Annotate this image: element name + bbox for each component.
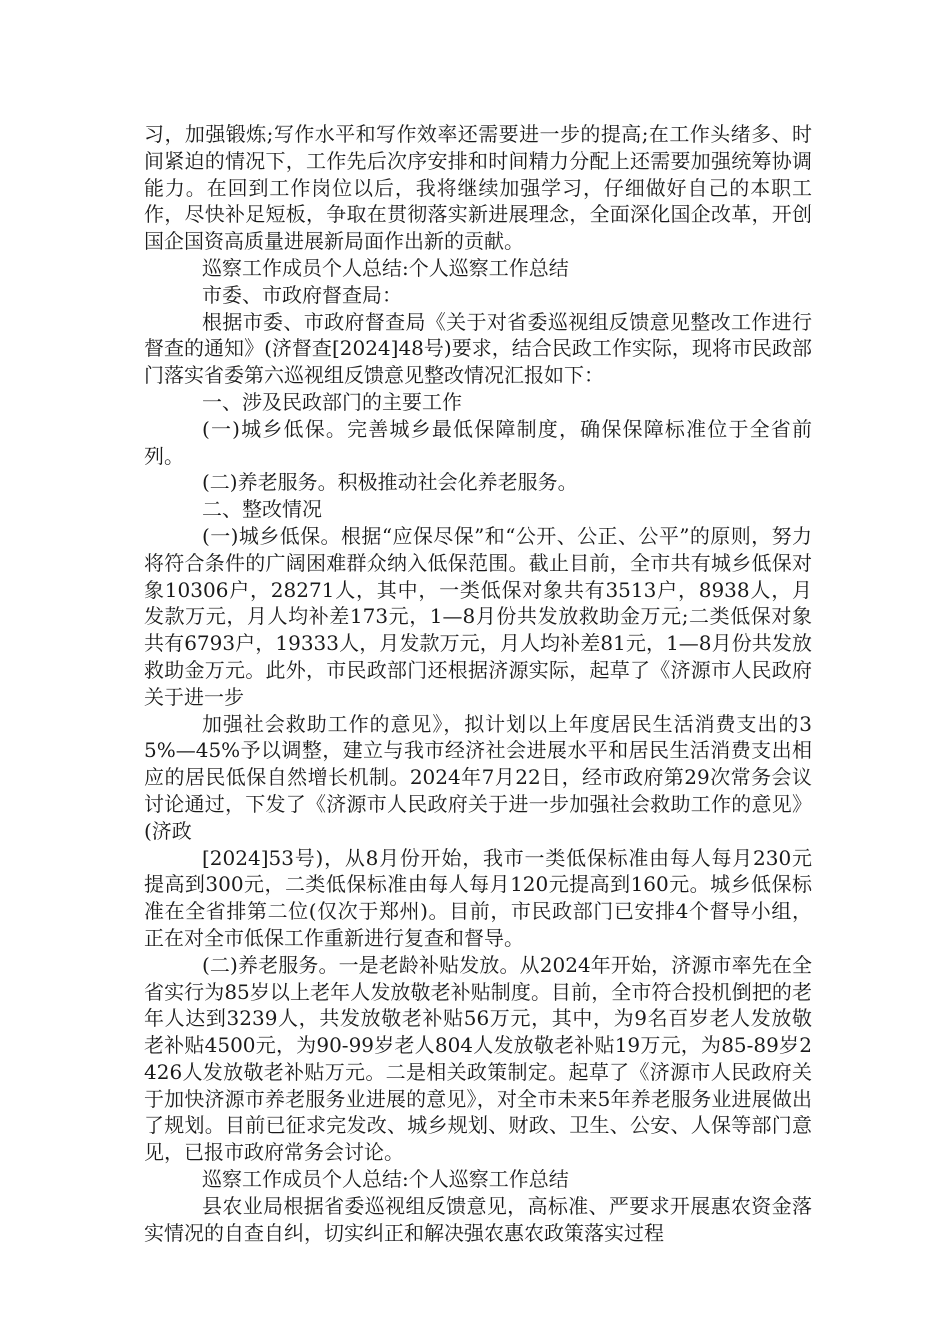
paragraph-elderly-service: (二)养老服务。积极推动社会化养老服务。 <box>202 470 578 495</box>
paragraph-standard-increase: [2024]53号)，从8月份开始，我市一类低保标准由每人每月230元提高到300元，二类低保标准由每人每月120元提高到160元。城乡低保标准在全省排第二位(仅次于郑州)。目前，市民政部门已安排4个督导小组，正在对全市低保工作重新进行复查和督导。 <box>144 845 812 950</box>
section-heading-rectification: 二、整改情况 <box>202 497 322 522</box>
section-heading-inspection-summary-2: 巡察工作成员个人总结:个人巡察工作总结 <box>202 1167 569 1192</box>
paragraph-social-assistance: 加强社会救助工作的意见》，拟计划以上年度居民生活消费支出的35%—45%予以调整，建立与我市经济社会进展水平和居民生活消费支出相应的居民低保自然增长机制。2024年7月22日，经市政府第29次常务会议讨论通过，下发了《济源市人民政府关于进一步加强社会救助工作的意见》(济政 <box>144 711 812 843</box>
paragraph-continuation: 习，加强锻炼;写作水平和写作效率还需要进一步的提高;在工作头绪多、时间紧迫的情况下，工作先后次序安排和时间精力分配上还需要加强统筹协调能力。在回到工作岗位以后，我将继续加强学习，仔细做好自己的本职工作，尽快补足短板，争取在贯彻落实新进展理念，全面深化国企改革，开创国企国资高质量进展新局面作出新的贡献。 <box>144 122 812 254</box>
paragraph-agriculture-bureau: 县农业局根据省委巡视组反馈意见，高标准、严要求开展惠农资金落实情况的自查自纠，切实纠正和解决强农惠农政策落实过程 <box>144 1193 812 1245</box>
letter-addressee: 市委、市政府督查局： <box>202 282 402 307</box>
section-heading-main-work: 一、涉及民政部门的主要工作 <box>202 389 462 414</box>
paragraph-intro: 根据市委、市政府督查局《关于对省委巡视组反馈意见整改工作进行督查的通知》(济督查[2024]48号)要求，结合民政工作实际，现将市民政部门落实省委第六巡视组反馈意见整改情况汇报如下： <box>144 309 812 388</box>
document-page <box>144 121 812 1246</box>
section-heading-inspection-summary: 巡察工作成员个人总结:个人巡察工作总结 <box>202 255 569 280</box>
paragraph-rectification-low-income: (一)城乡低保。根据“应保尽保”和“公开、公正、公平”的原则，努力将符合条件的广阔困难群众纳入低保范围。截止目前，全市共有城乡低保对象10306户，28271人，其中，一类低保对象共有3513户，8938人，月发款万元，月人均补差173元，1—8月份共发放救助金万元;二类低保对象共有6793户，19333人，月发款万元，月人均补差81元，1—8月份共发放救助金万元。此外，市民政部门还根据济源实际，起草了《济源市人民政府关于进一步 <box>144 523 812 709</box>
paragraph-minimum-living-security: (一)城乡低保。完善城乡最低保障制度，确保保障标准位于全省前列。 <box>144 416 812 468</box>
paragraph-rectification-elderly: (二)养老服务。一是老龄补贴发放。从2024年开始，济源市率先在全省实行为85岁以上老年人发放敬老补贴制度。目前，全市符合投机倒把的老年人达到3239人，共发放敬老补贴56万元，其中，为9名百岁老人发放敬老补贴4500元，为90-99岁老人804人发放敬老补贴19万元，为85-89岁2426人发放敬老补贴万元。二是相关政策制定。起草了《济源市人民政府关于加快济源市养老服务业进展的意见》，对全市未来5年养老服务业进展做出了规划。目前已征求完发改、城乡规划、财政、卫生、公安、人保等部门意见，已报市政府常务会讨论。 <box>144 952 812 1165</box>
